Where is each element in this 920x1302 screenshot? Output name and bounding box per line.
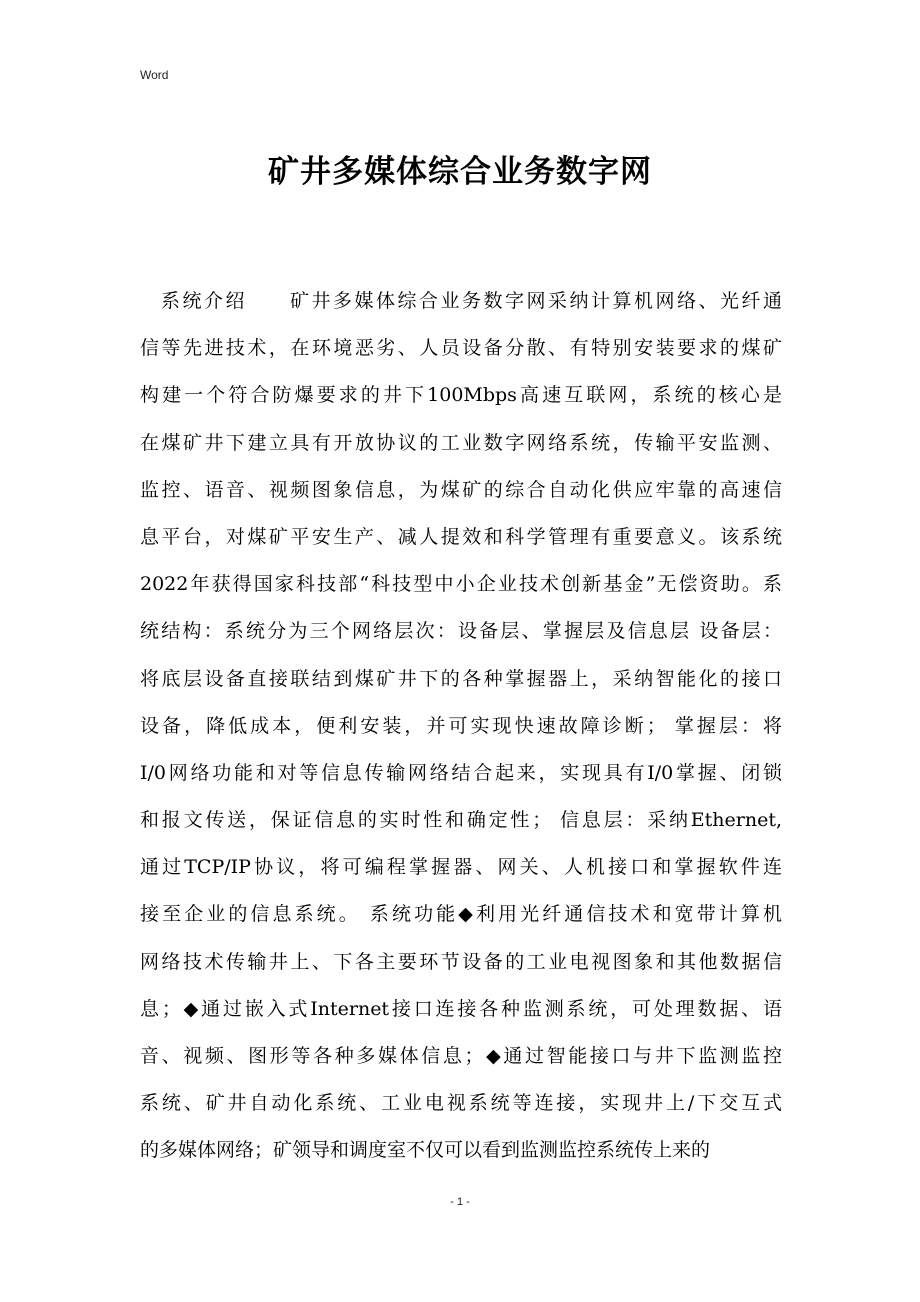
body-line: 系统介绍 矿井多媒体综合业务数字网采纳计算机网络、光纤通 xyxy=(161,290,782,312)
body-line: 统结构：系统分为三个网络层次：设备层、掌握层及信息层 设备层： xyxy=(140,620,782,643)
page-number: - 1 - xyxy=(450,1196,470,1208)
body-line: 息；◆通过嵌入式Internet接口连接各种监测系统，可处理数据、语 xyxy=(140,997,782,1020)
header-label: Word xyxy=(140,68,169,82)
body-line: 和报文传送，保证信息的实时性和确定性； 信息层：采纳Ethernet, xyxy=(140,809,782,832)
body-line: 设备，降低成本，便利安装，并可实现快速故障诊断； 掌握层：将 xyxy=(140,714,782,737)
document-title: 矿井多媒体综合业务数字网 xyxy=(268,154,652,190)
body-line: I/0网络功能和对等信息传输网络结合起来，实现具有I/0掌握、闭锁 xyxy=(140,761,782,784)
body-line: 音、视频、图形等各种多媒体信息；◆通过智能接口与井下监测监控 xyxy=(140,1045,782,1067)
body-line: 在煤矿井下建立具有开放协议的工业数字网络系统，传输平安监测、 xyxy=(140,431,782,454)
body-line: 构建一个符合防爆要求的井下100Mbps高速互联网，系统的核心是 xyxy=(140,384,782,407)
body-line: 将底层设备直接联结到煤矿井下的各种掌握器上，采纳智能化的接口 xyxy=(140,667,782,690)
body-line: 信等先进技术，在环境恶劣、人员设备分散、有特别安装要求的煤矿 xyxy=(140,337,782,360)
body-line: 系统、矿井自动化系统、工业电视系统等连接，实现井上/下交互式 xyxy=(140,1092,782,1115)
body-line: 监控、语音、视频图象信息，为煤矿的综合自动化供应牢靠的高速信 xyxy=(140,478,782,501)
body-line: 的多媒体网络；矿领导和调度室不仅可以看到监测监控系统传上来的 xyxy=(140,1139,711,1162)
body-line: 息平台，对煤矿平安生产、减人提效和科学管理有重要意义。该系统 xyxy=(140,525,782,548)
body-text xyxy=(140,278,782,1175)
body-line: 通过TCP/IP协议，将可编程掌握器、网关、人机接口和掌握软件连 xyxy=(140,856,782,879)
body-line: 接至企业的信息系统。 系统功能◆利用光纤通信技术和宽带计算机 xyxy=(140,903,782,926)
body-line: 网络技术传输井上、下各主要环节设备的工业电视图象和其他数据信 xyxy=(140,950,782,973)
body-line: 2022年获得国家科技部“科技型中小企业技术创新基金”无偿资助。系 xyxy=(140,573,782,596)
